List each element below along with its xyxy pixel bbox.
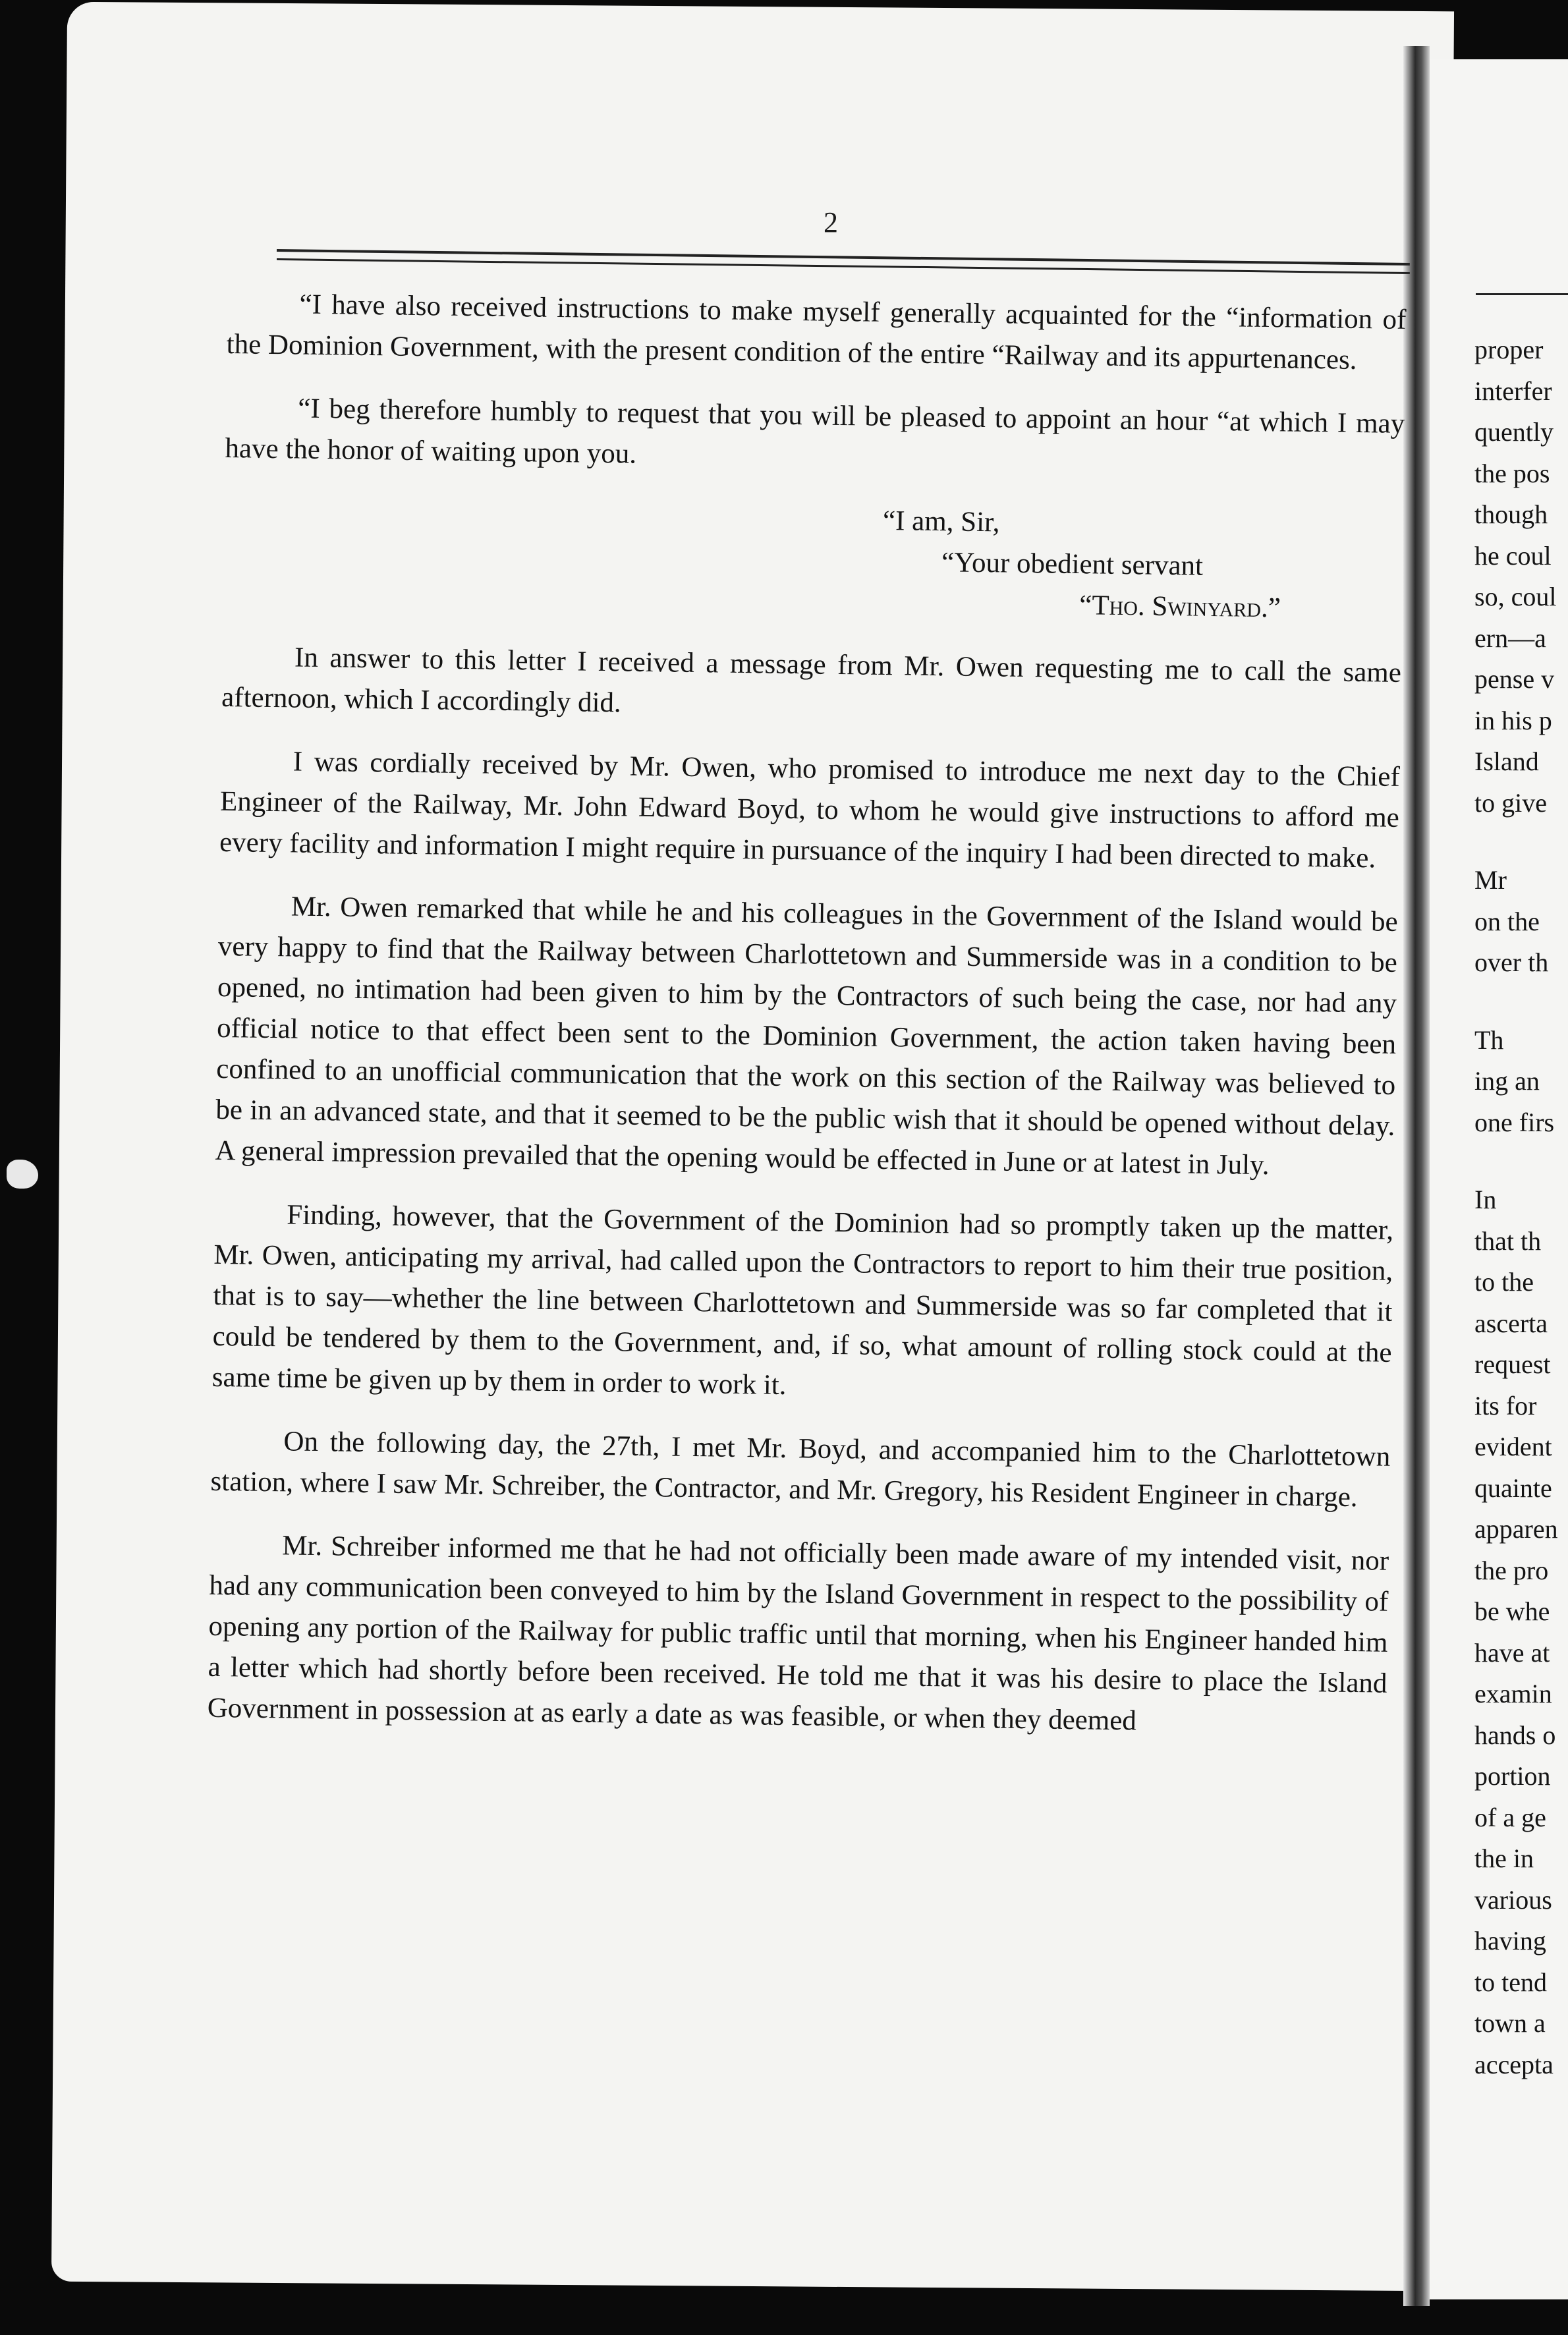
right-line: be whe	[1474, 1596, 1550, 1626]
body-paragraph: Mr. Owen remarked that while he and his colleagues in the Government of the Island would be very happy to find that the Railway between Charlottetown and Summerside was in a condition to be opened, no intimation had been given to him by the Contractors of such being the case, nor had any official notice to that effect been sent to the Dominion Government, the action taken having been confined to an unofficial communication that the work on this section of the Railway was believed to be in an advanced state, and that it seemed to be the public wish that it should be opened without delay. A general impression prevailed that the opening would be effected in June or at latest in July.	[215, 891, 1398, 1181]
right-line: on the	[1474, 906, 1540, 936]
right-line: portion	[1474, 1761, 1551, 1791]
right-line: Th	[1474, 1025, 1504, 1055]
right-line: to tend	[1474, 1967, 1547, 1997]
right-line: proper	[1474, 335, 1544, 364]
right-line: have at	[1474, 1637, 1550, 1668]
right-line: to the	[1474, 1267, 1534, 1297]
right-line: so, coul	[1474, 582, 1557, 611]
right-line: town a	[1474, 2008, 1546, 2038]
body-paragraph: Mr. Schreiber informed me that he had not officially been made aware of my intended visit, nor had any communication been conveyed to him by the Island Government in respect to the possibility of opening any portion of the Railway for public traffic until that morning, when his Engineer handed him a letter which had shortly before been received. He told me that it was his desire to place the Island Government in possession at as early a date as was feasible, or when they deemed	[207, 1530, 1389, 1737]
right-line: Island	[1474, 746, 1539, 776]
page-number: 2	[824, 206, 838, 239]
right-line: interfer	[1474, 376, 1552, 406]
right-line: ing an	[1474, 1066, 1540, 1096]
right-line: the pos	[1474, 458, 1550, 488]
right-line: pense v	[1474, 664, 1555, 694]
right-line: apparen	[1474, 1514, 1558, 1544]
right-line: ascerta	[1474, 1308, 1548, 1338]
closing-line: “Your obedient servant	[941, 547, 1204, 582]
right-line: having	[1474, 1926, 1546, 1955]
main-text	[207, 283, 1407, 1768]
right-line: that th	[1474, 1225, 1542, 1256]
right-line: evident	[1474, 1432, 1552, 1461]
closing-line: “I am, Sir,	[882, 505, 1000, 538]
right-line: hands o	[1474, 1720, 1556, 1750]
signature-line: “Tho. Swinyard.”	[1078, 590, 1281, 624]
book-gutter	[1403, 46, 1430, 2306]
right-line: the pro	[1474, 1555, 1549, 1585]
right-line: though	[1474, 499, 1548, 529]
right-line: Mr	[1474, 865, 1507, 895]
right-line: In	[1474, 1185, 1497, 1214]
right-line: quainte	[1474, 1473, 1552, 1503]
right-line: quently	[1474, 417, 1554, 447]
right-line: examin	[1474, 1679, 1552, 1708]
right-line: its for	[1474, 1390, 1537, 1421]
body-paragraph: In answer to this letter I received a message from Mr. Owen requesting me to call the same afternoon, which I accordingly did.	[221, 642, 1402, 719]
right-line: request	[1474, 1349, 1551, 1379]
right-line: accepta	[1474, 2049, 1554, 2079]
right-page-rule	[1476, 293, 1568, 295]
right-line: over th	[1474, 947, 1549, 977]
right-line: one firs	[1474, 1107, 1555, 1137]
quote-paragraph: “I beg therefore humbly to request that you will be pleased to appoint an hour “at which I may have the honor of waiting upon you.	[225, 393, 1405, 470]
right-line: to give	[1474, 787, 1547, 818]
body-paragraph: I was cordially received by Mr. Owen, who promised to introduce me next day to the Chief Engineer of the Railway, Mr. John Edward Boyd, to whom he would give instructions to afford me every facility and information I might require in pursuance of the inquiry I had been directed to make.	[219, 746, 1401, 874]
right-page-text	[1474, 329, 1568, 2085]
right-line: various	[1474, 1884, 1552, 1915]
body-paragraph: On the following day, the 27th, I met Mr. Boyd, and accompanied him to the Charlottetown station, where I saw Mr. Schreiber, the Contractor, and Mr. Gregory, his Resident Engineer in charge.	[210, 1426, 1391, 1513]
page-speck	[7, 1160, 38, 1189]
right-line: he coul	[1474, 540, 1552, 571]
body-paragraph: Finding, however, that the Government of the Dominion had so promptly taken up the matter, Mr. Owen, anticipating my arrival, had called upon the Contractors to report to him their true position, that is to say—whether the line between Charlottetown and Summerside was so far completed that it could be tendered by them to the Government, and, if so, what amount of rolling stock could at the same time be given up by them in order to work it.	[211, 1199, 1394, 1401]
right-line: ern—a	[1474, 623, 1546, 653]
quote-paragraph: “I have also received instructions to make myself generally acquainted for the “information of the Dominion Government, with the present condition of the entire “Railway and its appurtenances.	[226, 289, 1407, 376]
right-line: of a ge	[1474, 1802, 1546, 1832]
right-line: in his p	[1474, 705, 1552, 735]
right-line: the in	[1474, 1843, 1534, 1873]
